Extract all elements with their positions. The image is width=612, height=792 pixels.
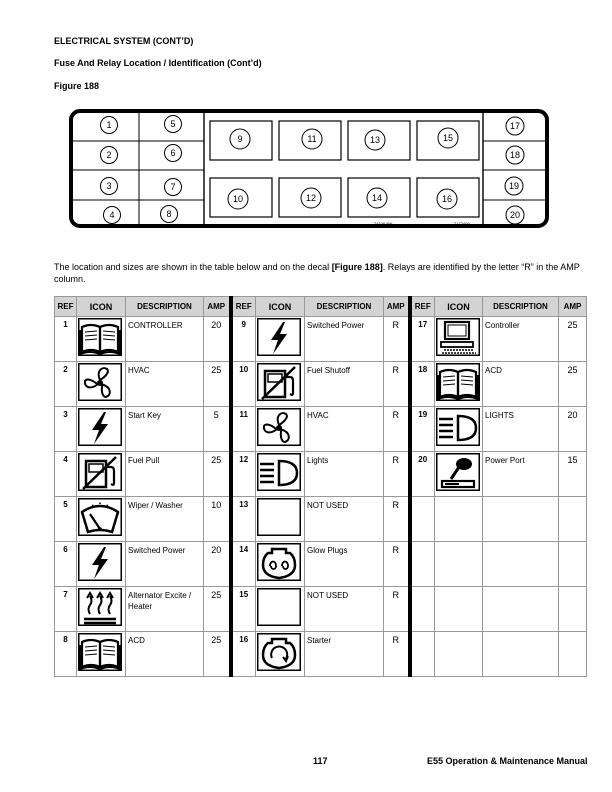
ref-cell: 5 xyxy=(55,497,77,542)
decal-part-number: 7172409 xyxy=(454,221,470,226)
icon-cell xyxy=(435,497,483,542)
icon-cell xyxy=(77,587,126,632)
icon-cell xyxy=(435,452,483,497)
decal-number: 16 xyxy=(441,194,453,204)
table-row xyxy=(55,317,587,362)
icon-cell xyxy=(435,542,483,587)
ref-cell xyxy=(410,542,435,587)
col-header-icon: ICON xyxy=(256,297,305,317)
decal-number: 10 xyxy=(232,194,244,204)
description-cell: LIGHTS xyxy=(483,407,559,452)
decal-number: 20 xyxy=(509,210,521,220)
ref-cell: 13 xyxy=(231,497,256,542)
fuse-relay-table xyxy=(54,296,587,677)
table-row xyxy=(55,452,587,497)
icon-cell xyxy=(256,452,305,497)
amp-cell: 20 xyxy=(204,542,231,587)
glow-plug-icon xyxy=(257,543,301,581)
ref-cell: 12 xyxy=(231,452,256,497)
amp-cell: R xyxy=(384,452,410,497)
description-cell: ACD xyxy=(483,362,559,407)
amp-cell xyxy=(559,632,587,677)
amp-cell xyxy=(559,542,587,587)
decal-number: 7 xyxy=(170,182,176,192)
icon-cell xyxy=(77,362,126,407)
col-header-amp: AMP xyxy=(384,297,410,317)
manual-icon xyxy=(78,318,122,356)
lightning-icon xyxy=(78,543,122,581)
heater-icon xyxy=(78,588,122,626)
amp-cell: 20 xyxy=(204,317,231,362)
lightning-icon xyxy=(78,408,122,446)
ref-cell: 19 xyxy=(410,407,435,452)
table-row xyxy=(55,497,587,542)
description-cell xyxy=(483,542,559,587)
intro-paragraph: The location and sizes are shown in the table below and on the decal [Figure 188]. Relays are identified by the letter “R” in the AMP column. xyxy=(54,262,580,284)
description-cell: Fuel Shutoff xyxy=(305,362,384,407)
amp-cell: 10 xyxy=(204,497,231,542)
ref-cell: 3 xyxy=(55,407,77,452)
ref-cell xyxy=(410,497,435,542)
description-cell: CONTROLLER xyxy=(126,317,204,362)
decal-number: 1 xyxy=(106,120,112,130)
col-header-icon: ICON xyxy=(435,297,483,317)
starter-icon xyxy=(257,633,301,671)
amp-cell: 25 xyxy=(204,632,231,677)
table-row xyxy=(55,632,587,677)
amp-cell xyxy=(559,587,587,632)
description-cell: Start Key xyxy=(126,407,204,452)
col-header-ref: REF xyxy=(410,297,435,317)
amp-cell: 25 xyxy=(559,362,587,407)
computer-icon xyxy=(436,318,480,356)
icon-cell xyxy=(256,362,305,407)
description-cell xyxy=(483,587,559,632)
amp-cell: 25 xyxy=(204,362,231,407)
ref-cell: 17 xyxy=(410,317,435,362)
decal-number: 2 xyxy=(106,150,112,160)
amp-cell: 20 xyxy=(559,407,587,452)
icon-cell xyxy=(256,317,305,362)
icon-cell xyxy=(435,407,483,452)
description-cell: Switched Power xyxy=(126,542,204,587)
table-row xyxy=(55,542,587,587)
col-header-description: DESCRIPTION xyxy=(126,297,204,317)
figure-label: Figure 188 xyxy=(54,81,100,91)
decal-number: 12 xyxy=(305,193,317,203)
decal-number: 11 xyxy=(307,134,317,144)
description-cell: Wiper / Washer xyxy=(126,497,204,542)
icon-cell xyxy=(77,452,126,497)
page-subtitle: Fuse And Relay Location / Identification (Cont’d) xyxy=(54,58,262,68)
description-cell: Alternator Excite / Heater xyxy=(126,587,204,632)
col-header-description: DESCRIPTION xyxy=(305,297,384,317)
ref-cell: 20 xyxy=(410,452,435,497)
section-title: ELECTRICAL SYSTEM (CONT’D) xyxy=(54,36,194,46)
icon-cell xyxy=(256,587,305,632)
amp-cell: 5 xyxy=(204,407,231,452)
description-cell: Starter xyxy=(305,632,384,677)
decal-number: 5 xyxy=(170,119,176,129)
decal-number: 8 xyxy=(166,209,172,219)
description-cell: Lights xyxy=(305,452,384,497)
description-cell: Fuel Pull xyxy=(126,452,204,497)
amp-cell: R xyxy=(384,542,410,587)
icon-cell xyxy=(435,587,483,632)
icon-cell xyxy=(256,407,305,452)
ref-cell xyxy=(410,587,435,632)
amp-cell: R xyxy=(384,317,410,362)
headlight-icon xyxy=(436,408,480,446)
ref-cell: 11 xyxy=(231,407,256,452)
description-cell: HVAC xyxy=(126,362,204,407)
col-header-ref: REF xyxy=(55,297,77,317)
headlight-icon xyxy=(257,453,301,491)
decal-number: 19 xyxy=(508,181,520,191)
col-header-amp: AMP xyxy=(559,297,587,317)
decal-number: 18 xyxy=(509,150,521,160)
description-cell: Glow Plugs xyxy=(305,542,384,587)
amp-cell: 25 xyxy=(204,587,231,632)
ref-cell: 9 xyxy=(231,317,256,362)
decal-number: 15 xyxy=(442,133,454,143)
amp-cell: R xyxy=(384,587,410,632)
icon-cell xyxy=(256,632,305,677)
decal-number: 4 xyxy=(109,210,115,220)
empty-icon-box xyxy=(257,588,301,626)
table-row xyxy=(55,407,587,452)
icon-cell xyxy=(77,542,126,587)
icon-cell xyxy=(77,497,126,542)
amp-cell: R xyxy=(384,632,410,677)
manual-icon xyxy=(436,363,480,401)
table-header-row xyxy=(55,297,587,317)
ref-cell: 16 xyxy=(231,632,256,677)
fuel-shutoff-icon xyxy=(78,453,122,491)
amp-cell: R xyxy=(384,497,410,542)
description-cell xyxy=(483,497,559,542)
icon-cell xyxy=(435,632,483,677)
ref-cell: 1 xyxy=(55,317,77,362)
table-row xyxy=(55,362,587,407)
manual-icon xyxy=(78,633,122,671)
page-number: 117 xyxy=(313,756,328,766)
decal-number: 3 xyxy=(106,181,112,191)
fuel-shutoff-icon xyxy=(257,363,301,401)
icon-cell xyxy=(77,407,126,452)
ref-cell: 8 xyxy=(55,632,77,677)
amp-cell: 25 xyxy=(204,452,231,497)
icon-cell xyxy=(77,317,126,362)
decal-number: 6 xyxy=(170,148,176,158)
description-cell: NOT USED xyxy=(305,587,384,632)
decal-number: 9 xyxy=(237,134,243,144)
table-row xyxy=(55,587,587,632)
figure-reference: [Figure 188] xyxy=(331,262,383,272)
description-cell: HVAC xyxy=(305,407,384,452)
icon-cell xyxy=(256,542,305,587)
amp-cell: 15 xyxy=(559,452,587,497)
power-port-icon xyxy=(436,453,480,491)
description-cell: Switched Power xyxy=(305,317,384,362)
lightning-icon xyxy=(257,318,301,356)
ref-cell: 7 xyxy=(55,587,77,632)
manual-title: E55 Operation & Maintenance Manual xyxy=(427,756,588,766)
col-header-icon: ICON xyxy=(77,297,126,317)
description-cell xyxy=(483,632,559,677)
decal-part-number: 74109 8W xyxy=(374,221,393,226)
col-header-ref: REF xyxy=(231,297,256,317)
amp-cell: 25 xyxy=(559,317,587,362)
wiper-washer-icon xyxy=(78,498,122,536)
fuse-relay-decal xyxy=(69,109,549,228)
col-header-description: DESCRIPTION xyxy=(483,297,559,317)
icon-cell xyxy=(435,362,483,407)
ref-cell xyxy=(410,632,435,677)
ref-cell: 14 xyxy=(231,542,256,587)
icon-cell xyxy=(77,632,126,677)
decal-number: 13 xyxy=(369,135,381,145)
empty-icon-box xyxy=(257,498,301,536)
description-cell: Power Port xyxy=(483,452,559,497)
fan-icon xyxy=(257,408,301,446)
amp-cell: R xyxy=(384,407,410,452)
icon-cell xyxy=(435,317,483,362)
ref-cell: 18 xyxy=(410,362,435,407)
decal-number: 14 xyxy=(371,193,383,203)
icon-cell xyxy=(256,497,305,542)
description-cell: NOT USED xyxy=(305,497,384,542)
amp-cell xyxy=(559,497,587,542)
col-header-amp: AMP xyxy=(204,297,231,317)
amp-cell: R xyxy=(384,362,410,407)
decal-number: 17 xyxy=(509,121,521,131)
ref-cell: 2 xyxy=(55,362,77,407)
ref-cell: 15 xyxy=(231,587,256,632)
fan-icon xyxy=(78,363,122,401)
ref-cell: 6 xyxy=(55,542,77,587)
description-cell: Controller xyxy=(483,317,559,362)
ref-cell: 4 xyxy=(55,452,77,497)
description-cell: ACD xyxy=(126,632,204,677)
ref-cell: 10 xyxy=(231,362,256,407)
